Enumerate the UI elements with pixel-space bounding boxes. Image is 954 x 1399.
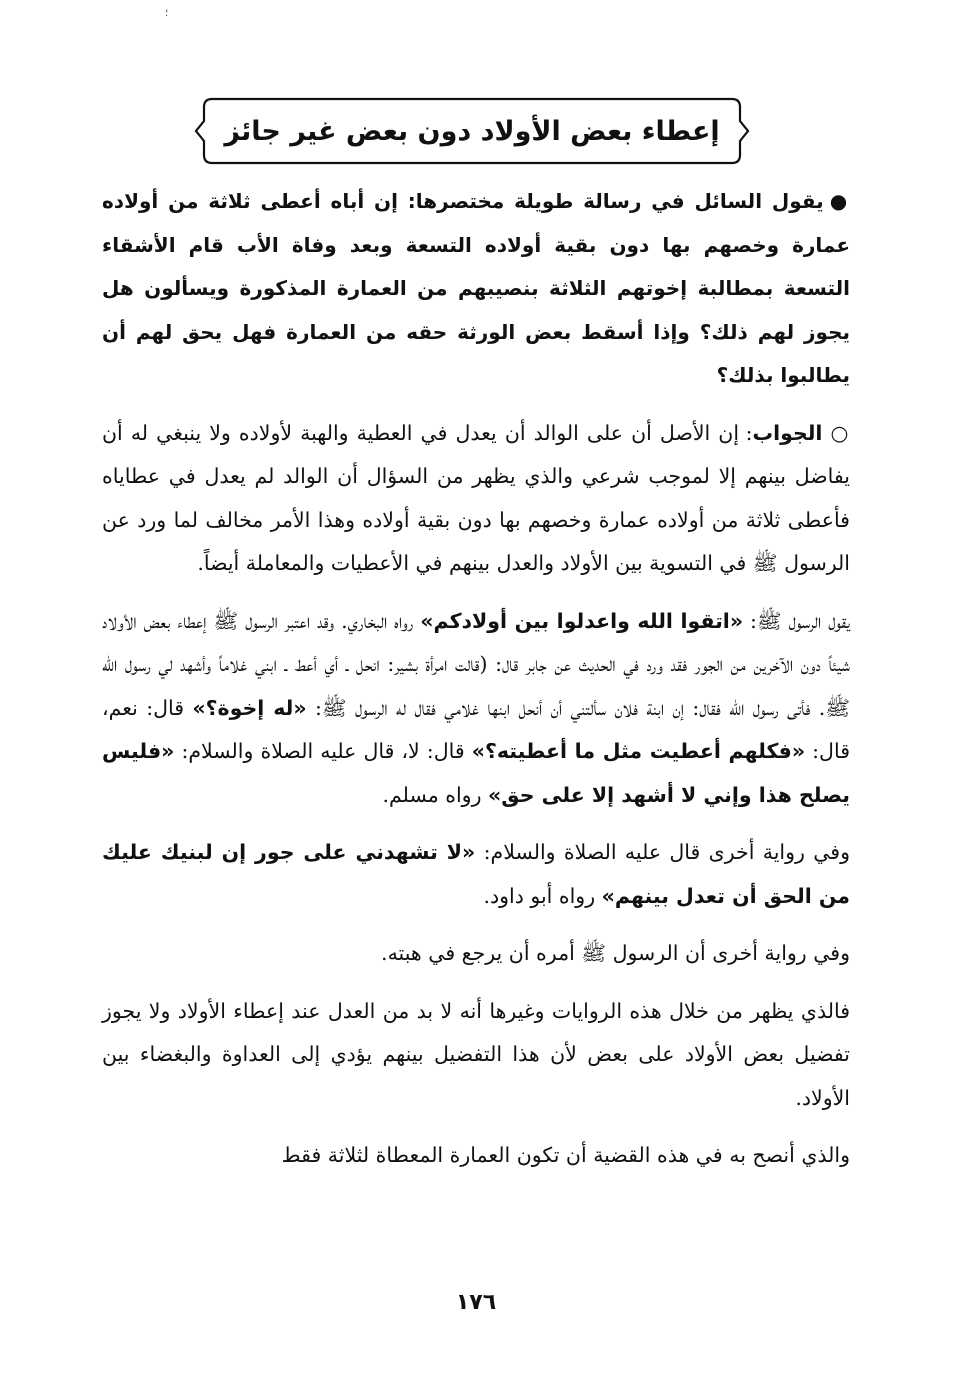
document-page	[102, 0, 850, 1399]
answer-label: الجواب	[752, 420, 823, 445]
question-text: يقول السائل في رسالة طويلة مختصرها: إن أباه أعطى ثلاثة من أولاده عمارة وخصهم بها دون بقية أولاده التسعة وبعد وفاة الأب قام الأشقاء التسعة بمطالبة إخوتهم الثلاثة بنصيبهم من العمارة المذكورة ويسألون هل يجوز لهم ذلك؟ وإذا أسقط بعض الورثة حقه من العمارة فهل يحق لهم أن يطالبوا بذلك؟	[102, 189, 850, 387]
answer-paragraph-1	[102, 412, 850, 586]
page-number: ١٧٦	[455, 1290, 497, 1315]
text-segment: رواه مسلم.	[382, 782, 488, 807]
scan-speck: ؛	[165, 8, 169, 19]
hadith-quote-4: «فليس يصلح هذا وإني لا أشهد إلا على حق»	[102, 739, 850, 807]
answer-paragraph-5: فالذي يظهر من خلال هذه الروايات وغيرها أنه لا بد من العدل عند إعطاء الأولاد ولا يجوز تفضيل بعض الأولاد على بعض لأن هذا التفضيل بينهم يؤدي إلى العداوة والبغضاء بين الأولاد.	[102, 998, 850, 1110]
article-body	[102, 180, 850, 1178]
text-segment: وفي رواية أخرى قال عليه الصلاة والسلام:	[475, 840, 851, 864]
answer-paragraph-6: والذي أنصح به في هذه القضية أن تكون العمارة المعطاة لثلاثة فقط	[281, 1143, 850, 1167]
answer-paragraph-2	[102, 600, 850, 818]
answer-paragraph-3	[102, 831, 850, 918]
hadith-quote-2: «له إخوة؟»	[192, 695, 307, 720]
text-segment: قال: لا، قال عليه الصلاة والسلام:	[174, 739, 472, 763]
text-segment: يقول الرسول ﷺ:	[743, 608, 850, 633]
answer-paragraph-4: وفي رواية أخرى أن الرسول ﷺ أمره أن يرجع في هبته.	[381, 941, 850, 965]
question-paragraph	[102, 180, 850, 398]
hadith-quote-5: «لا تشهدني على جور إن لبنيك عليك من الحق أن تعدل بينهم»	[102, 840, 850, 908]
answer-text-1: : إن الأصل أن على الوالد أن يعدل في العطية والهبة لأولاده ولا ينبغي له أن يفاضل بينهم إلا لموجب شرعي والذي يظهر من السؤال أن الوالد لم يعدل في عطاياه فأعطى ثلاثة من أولاده عمارة وخصهم بها دون بقية أولاده وهذا الأمر مخالف لما ورد عن الرسول ﷺ في التسوية بين الأولاد والعدل بينهم في الأعطيات والمعاملة أيضاً.	[102, 420, 850, 575]
text-segment: قال: نعم، قال:	[102, 695, 850, 763]
text-segment: رواه أبو داود.	[483, 883, 602, 908]
title-box	[194, 93, 750, 169]
text-segment: رواه البخاري. وقد اعتبر الرسول ﷺ إعطاء بعض الأولاد شيئاً دون الآخرين من الجور فقد ورد في الحديث عن جابر قال: (قالت امرأة بشير: انحل ـ أي أعط ـ ابني غلاماً وأشهد لي رسول الله ﷺ. فأتى رسول الله فقال: إن ابنة فلان سألتني أن أنحل ابنها غلامي فقال له الرسول ﷺ:	[102, 608, 850, 720]
circle-marker-icon: ○	[830, 420, 850, 445]
hadith-quote-1: «اتقوا الله واعدلوا بين أولادكم»	[420, 608, 744, 633]
hadith-quote-3: «فكلهم أعطيت مثل ما أعطيته؟»	[471, 739, 806, 763]
bullet-icon: ●	[829, 189, 851, 213]
page-title: إعطاء بعض الأولاد دون بعض غير جائز	[224, 115, 720, 147]
